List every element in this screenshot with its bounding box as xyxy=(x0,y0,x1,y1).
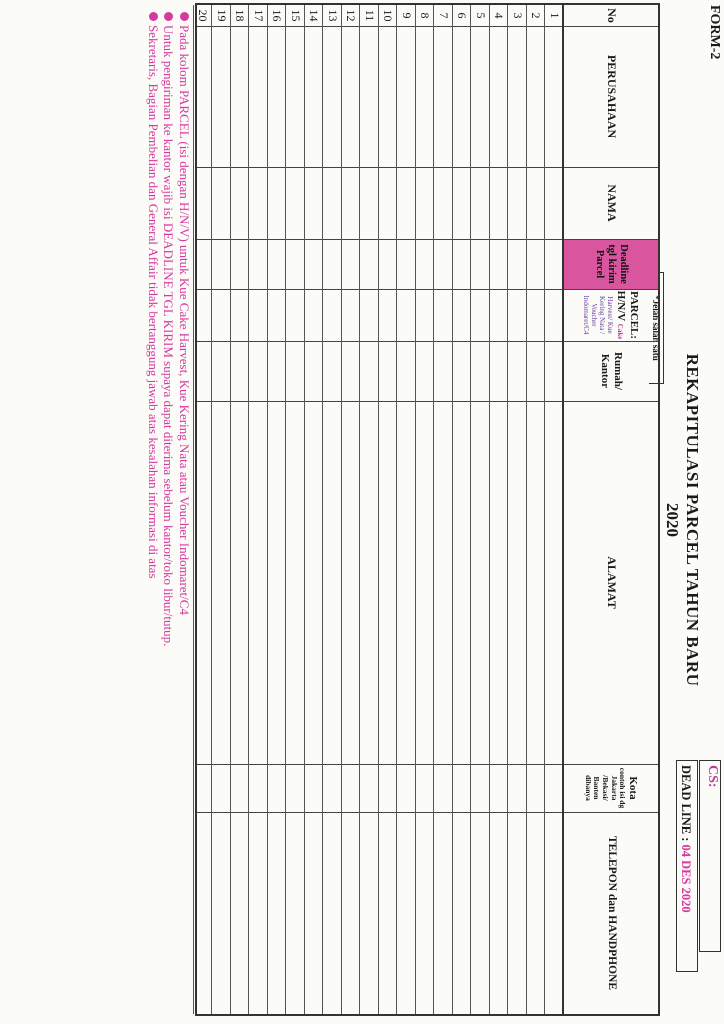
row-divider xyxy=(212,5,213,1014)
row-divider xyxy=(415,5,416,1014)
row-number: 14 xyxy=(307,9,322,22)
note-item: Sekretaris, Bagian Pembelian dan General Affair tidak bertanggung jawab atas kesalahan informasi di atas xyxy=(146,12,162,912)
bullet-icon xyxy=(149,12,158,21)
row-divider xyxy=(434,5,435,1014)
row-number: 5 xyxy=(474,12,488,19)
row-number: 12 xyxy=(344,9,359,22)
header-parcel xyxy=(564,289,658,341)
row-number: 4 xyxy=(492,12,507,19)
header-parcel-title: PARCEL: xyxy=(627,290,640,340)
row-number: 6 xyxy=(455,12,470,19)
row-divider xyxy=(249,5,250,1014)
row-divider xyxy=(378,5,379,1014)
row-divider xyxy=(397,5,398,1014)
row-divider xyxy=(304,5,305,1014)
row-divider xyxy=(360,5,361,1014)
row-divider xyxy=(526,5,527,1014)
header-parcel-options: Harvest/ Kue Kering Nata / Voucher Indomaret/C4 xyxy=(582,295,615,335)
row-divider xyxy=(508,5,509,1014)
header-kota-title: Kota xyxy=(626,776,639,800)
row-divider xyxy=(471,5,472,1014)
header-no: No xyxy=(604,8,619,23)
row-divider xyxy=(230,5,231,1014)
row-number: 10 xyxy=(381,9,396,22)
header-parcel-hnv: H/N/V Cake xyxy=(615,290,628,340)
row-number: 8 xyxy=(418,12,433,19)
row-divider xyxy=(489,5,490,1014)
choose-one-note: *Jelah salah satu xyxy=(649,272,664,384)
cs-field-box[interactable] xyxy=(699,760,721,952)
bullet-icon xyxy=(165,12,174,21)
header-perusahaan: PERUSAHAAN xyxy=(604,54,619,139)
row-number: 2 xyxy=(529,12,544,19)
deadline-box xyxy=(676,760,698,972)
header-telepon: TELEPON dan HANDPHONE xyxy=(605,836,618,990)
row-number: 15 xyxy=(289,9,303,22)
page-subtitle-year: 2020 xyxy=(663,503,682,537)
row-divider xyxy=(323,5,324,1014)
header-kota-desc: contoh isi dg Jakarta /Bekasi/ Banten dibanya xyxy=(583,767,628,809)
row-number: 11 xyxy=(363,9,377,22)
header-deadline: Deadline tgl kirim Parcel xyxy=(564,239,658,289)
header-nama: NAMA xyxy=(604,184,619,222)
row-number: 9 xyxy=(400,12,414,19)
header-kota xyxy=(564,764,658,812)
row-divider xyxy=(193,5,194,1014)
cs-label: CS: xyxy=(705,765,720,788)
deadline-label: DEAD LINE : xyxy=(679,765,693,845)
bullet-icon xyxy=(180,12,189,21)
row-divider xyxy=(452,5,453,1014)
row-divider xyxy=(341,5,342,1014)
header-alamat: ALAMAT xyxy=(604,556,619,609)
form-label: FORM-2 xyxy=(707,5,722,60)
row-number: 18 xyxy=(233,9,248,22)
row-number: 16 xyxy=(270,9,285,22)
row-number: 17 xyxy=(252,9,266,22)
row-number: 20 xyxy=(196,9,211,22)
row-number: 7 xyxy=(437,12,451,19)
header-rumah-kantor: Rumah/ Kantor xyxy=(599,352,624,390)
row-divider xyxy=(545,5,546,1014)
row-divider xyxy=(286,5,287,1014)
deadline-date: 04 DES 2020 xyxy=(679,844,693,913)
page-title: REKAPITULASI PARCEL TAHUN BARU xyxy=(683,353,702,687)
row-number: 1 xyxy=(548,12,562,19)
row-number: 3 xyxy=(511,12,525,19)
note-item: Untuk pengiriman ke kantor wajib isi DEADLINE TGL KIRIM supaya dapat diterima sebelum kantor/toko libur/tutup. xyxy=(161,12,177,912)
row-number: 19 xyxy=(215,9,229,22)
row-divider xyxy=(267,5,268,1014)
notes-block xyxy=(146,12,193,912)
note-item: Pada kolom PARCEL (isi dengan H/N/V) untuk Kue Cake Harvest, Kue Kering Nata atau Voucher Indomaret/C4 xyxy=(177,12,193,912)
recap-table xyxy=(195,3,660,1016)
row-number: 13 xyxy=(326,9,340,22)
